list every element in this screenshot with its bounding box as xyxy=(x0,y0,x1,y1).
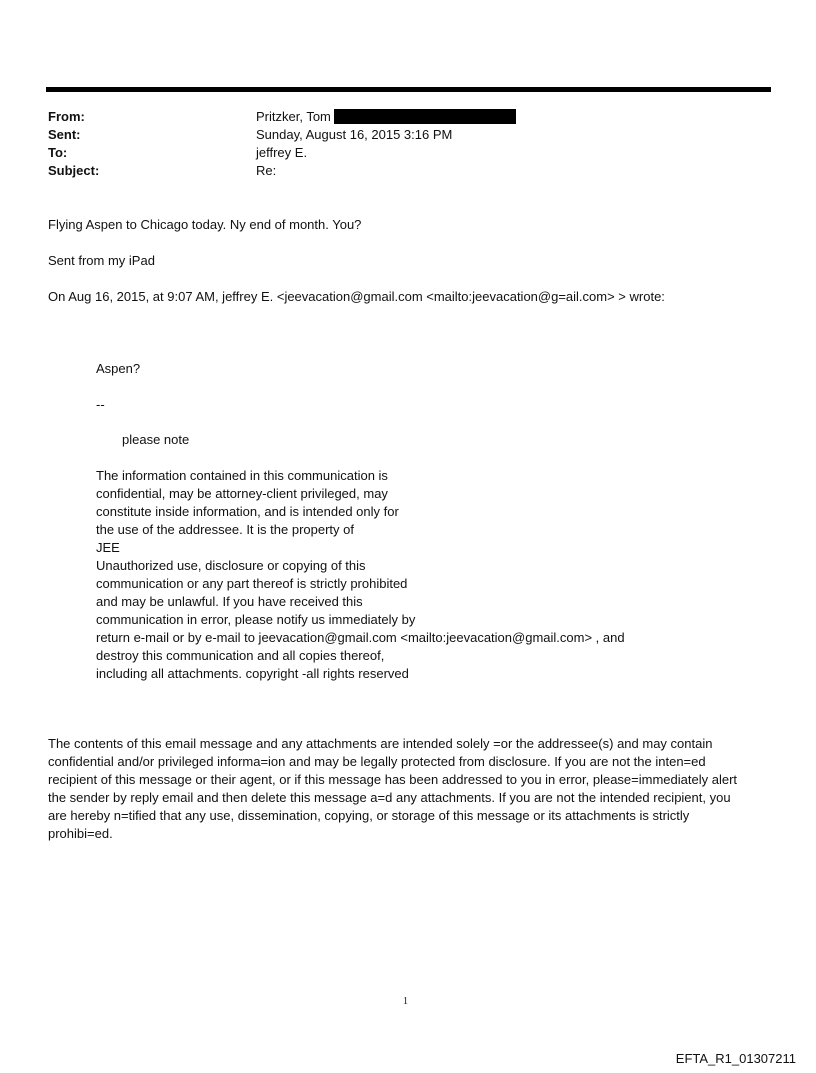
footer-line: prohibi=ed. xyxy=(48,826,113,841)
disclaimer-line: communication in error, please notify us immediately by xyxy=(96,612,416,627)
disclaimer-line: communication or any part thereof is strictly prohibited xyxy=(96,576,408,591)
disclaimer-line: JEE xyxy=(96,540,120,555)
quoted-disclaimer xyxy=(96,467,625,683)
sent-label: Sent: xyxy=(48,127,81,142)
confidentiality-footer xyxy=(48,735,776,843)
quoted-please-note: please note xyxy=(122,432,190,447)
footer-line: the sender by reply email and then delete this message a=d any attachments. If you are not the intended recipient, you xyxy=(48,790,731,805)
disclaimer-line: destroy this communication and all copies thereof, xyxy=(96,648,385,663)
body-line-3: On Aug 16, 2015, at 9:07 AM, jeffrey E. <jeevacation@gmail.com <mailto:jeevacation@g=ail.com> > wrote: xyxy=(48,289,665,304)
disclaimer-line: return e-mail or by e-mail to jeevacation@gmail.com <mailto:jeevacation@gmail.com> , and xyxy=(96,630,625,645)
sent-value: Sunday, August 16, 2015 3:16 PM xyxy=(256,127,453,142)
footer-line: The contents of this email message and any attachments are intended solely =or the addressee(s) and may contain xyxy=(48,736,713,751)
body-line-1: Flying Aspen to Chicago today. Ny end of month. You? xyxy=(48,217,362,232)
from-name: Pritzker, Tom xyxy=(256,109,331,124)
to-label: To: xyxy=(48,145,68,160)
redaction-box xyxy=(334,109,516,124)
subject-label: Subject: xyxy=(48,163,100,178)
disclaimer-line: Unauthorized use, disclosure or copying of this xyxy=(96,558,366,573)
disclaimer-line: the use of the addressee. It is the property of xyxy=(96,522,354,537)
page-number: 1 xyxy=(403,996,408,1007)
disclaimer-line: confidential, may be attorney-client privileged, may xyxy=(96,486,388,501)
bates-number: EFTA_R1_01307211 xyxy=(675,1051,796,1066)
disclaimer-line: constitute inside information, and is intended only for xyxy=(96,504,399,519)
footer-line: confidential and/or privileged informa=ion and may be legally protected from disclosure. If you are not the inten=ed xyxy=(48,754,706,769)
body-line-2: Sent from my iPad xyxy=(48,253,155,268)
subject-value: Re: xyxy=(256,163,277,178)
disclaimer-line: The information contained in this communication is xyxy=(96,468,388,483)
to-value: jeffrey E. xyxy=(256,145,308,160)
disclaimer-line: and may be unlawful. If you have received this xyxy=(96,594,363,609)
quoted-aspen: Aspen? xyxy=(96,361,141,376)
quoted-dashes: -- xyxy=(96,397,105,412)
disclaimer-line: including all attachments. copyright -all rights reserved xyxy=(96,666,409,681)
footer-line: are hereby n=tified that any use, dissemination, copying, or storage of this message or its attachments is strictly xyxy=(48,808,690,823)
header-rule xyxy=(46,87,771,92)
from-value xyxy=(256,108,516,126)
from-label: From: xyxy=(48,109,85,124)
footer-line: recipient of this message or their agent, or if this message has been addressed to you in error, please=immediately alert xyxy=(48,772,738,787)
